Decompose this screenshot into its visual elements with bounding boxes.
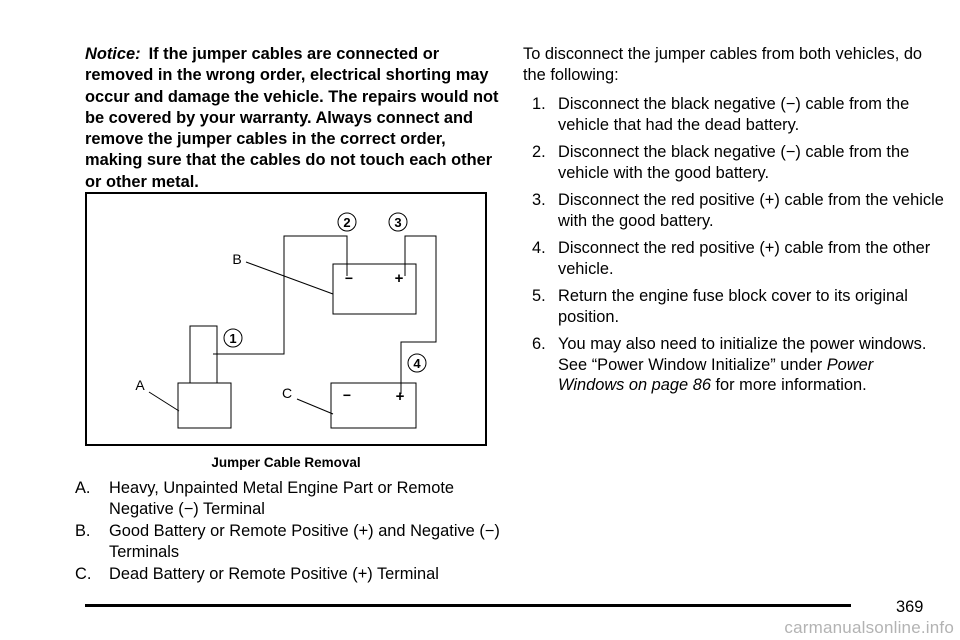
good-battery-positive-mark: +	[394, 270, 404, 287]
figure-caption: Jumper Cable Removal	[211, 455, 361, 470]
callout-4: 4	[413, 356, 421, 371]
step-text: Disconnect the red positive (+) cable from the other vehicle.	[558, 239, 931, 278]
step-text-end: for more information.	[710, 376, 867, 394]
watermark: carmanualsonline.info	[784, 618, 954, 637]
leader-line-b	[246, 262, 333, 294]
step-number: 3.	[532, 191, 546, 209]
label-c: C	[281, 385, 293, 401]
callout-1: 1	[229, 331, 237, 346]
footer-rule	[85, 604, 851, 607]
notice-text: If the jumper cables are connected or removed in the wrong order, electrical shorting may occur and damage the vehicle. The repairs would not be covered by your warranty. Always connect and remove the jumper cables in the correct order, making sure that the cables do not touch each other or other metal.	[85, 45, 499, 191]
cross-reference: Power Windows on page 86	[558, 355, 874, 394]
step-text: Disconnect the black negative (−) cable from the vehicle that had the dead battery.	[558, 95, 910, 134]
disconnect-steps	[532, 94, 944, 403]
step-text: You may also need to initialize the power windows. See “Power Window Initialize” under	[558, 335, 927, 374]
engine-part-block	[178, 383, 231, 428]
notice-lead: Notice:	[85, 45, 141, 63]
step-text: Disconnect the red positive (+) cable from the vehicle with the good battery.	[558, 191, 944, 230]
step-item	[532, 94, 944, 135]
notice-paragraph	[85, 44, 505, 193]
step-item	[532, 286, 944, 327]
step-item	[532, 190, 944, 231]
step-text: Return the engine fuse block cover to its original position.	[558, 287, 908, 326]
step-number: 6.	[532, 335, 546, 353]
step-item	[532, 334, 944, 396]
jumper-cable-diagram	[85, 192, 487, 446]
step-number: 4.	[532, 239, 546, 257]
leader-line-c	[297, 399, 333, 414]
legend-item	[75, 564, 505, 585]
step-number: 1.	[532, 95, 546, 113]
legend-item	[75, 521, 505, 562]
figure-legend	[75, 478, 505, 587]
step-item	[532, 142, 944, 183]
step-item	[532, 238, 944, 279]
legend-key: B.	[75, 522, 91, 540]
label-b: B	[232, 251, 242, 267]
page-number: 369	[896, 598, 924, 616]
callout-3: 3	[394, 215, 402, 230]
step-number: 5.	[532, 287, 546, 305]
dead-battery-negative-mark: −	[342, 387, 352, 403]
step-number: 2.	[532, 143, 546, 161]
good-battery-negative-mark: −	[344, 270, 354, 286]
legend-key: A.	[75, 479, 91, 497]
legend-key: C.	[75, 565, 92, 583]
dead-battery-positive-mark: +	[395, 388, 405, 405]
callout-2: 2	[343, 215, 351, 230]
diagram-drawing	[87, 194, 485, 444]
legend-text: Dead Battery or Remote Positive (+) Terminal	[109, 565, 439, 583]
legend-text: Heavy, Unpainted Metal Engine Part or Remote Negative (−) Terminal	[109, 479, 454, 518]
steps-intro: To disconnect the jumper cables from both vehicles, do the following:	[523, 45, 923, 84]
label-a: A	[135, 377, 145, 393]
legend-item	[75, 478, 505, 519]
leader-line-a	[149, 392, 179, 411]
engine-part-post	[190, 326, 217, 384]
step-text: Disconnect the black negative (−) cable from the vehicle with the good battery.	[558, 143, 910, 182]
legend-text: Good Battery or Remote Positive (+) and Negative (−) Terminals	[109, 522, 500, 561]
